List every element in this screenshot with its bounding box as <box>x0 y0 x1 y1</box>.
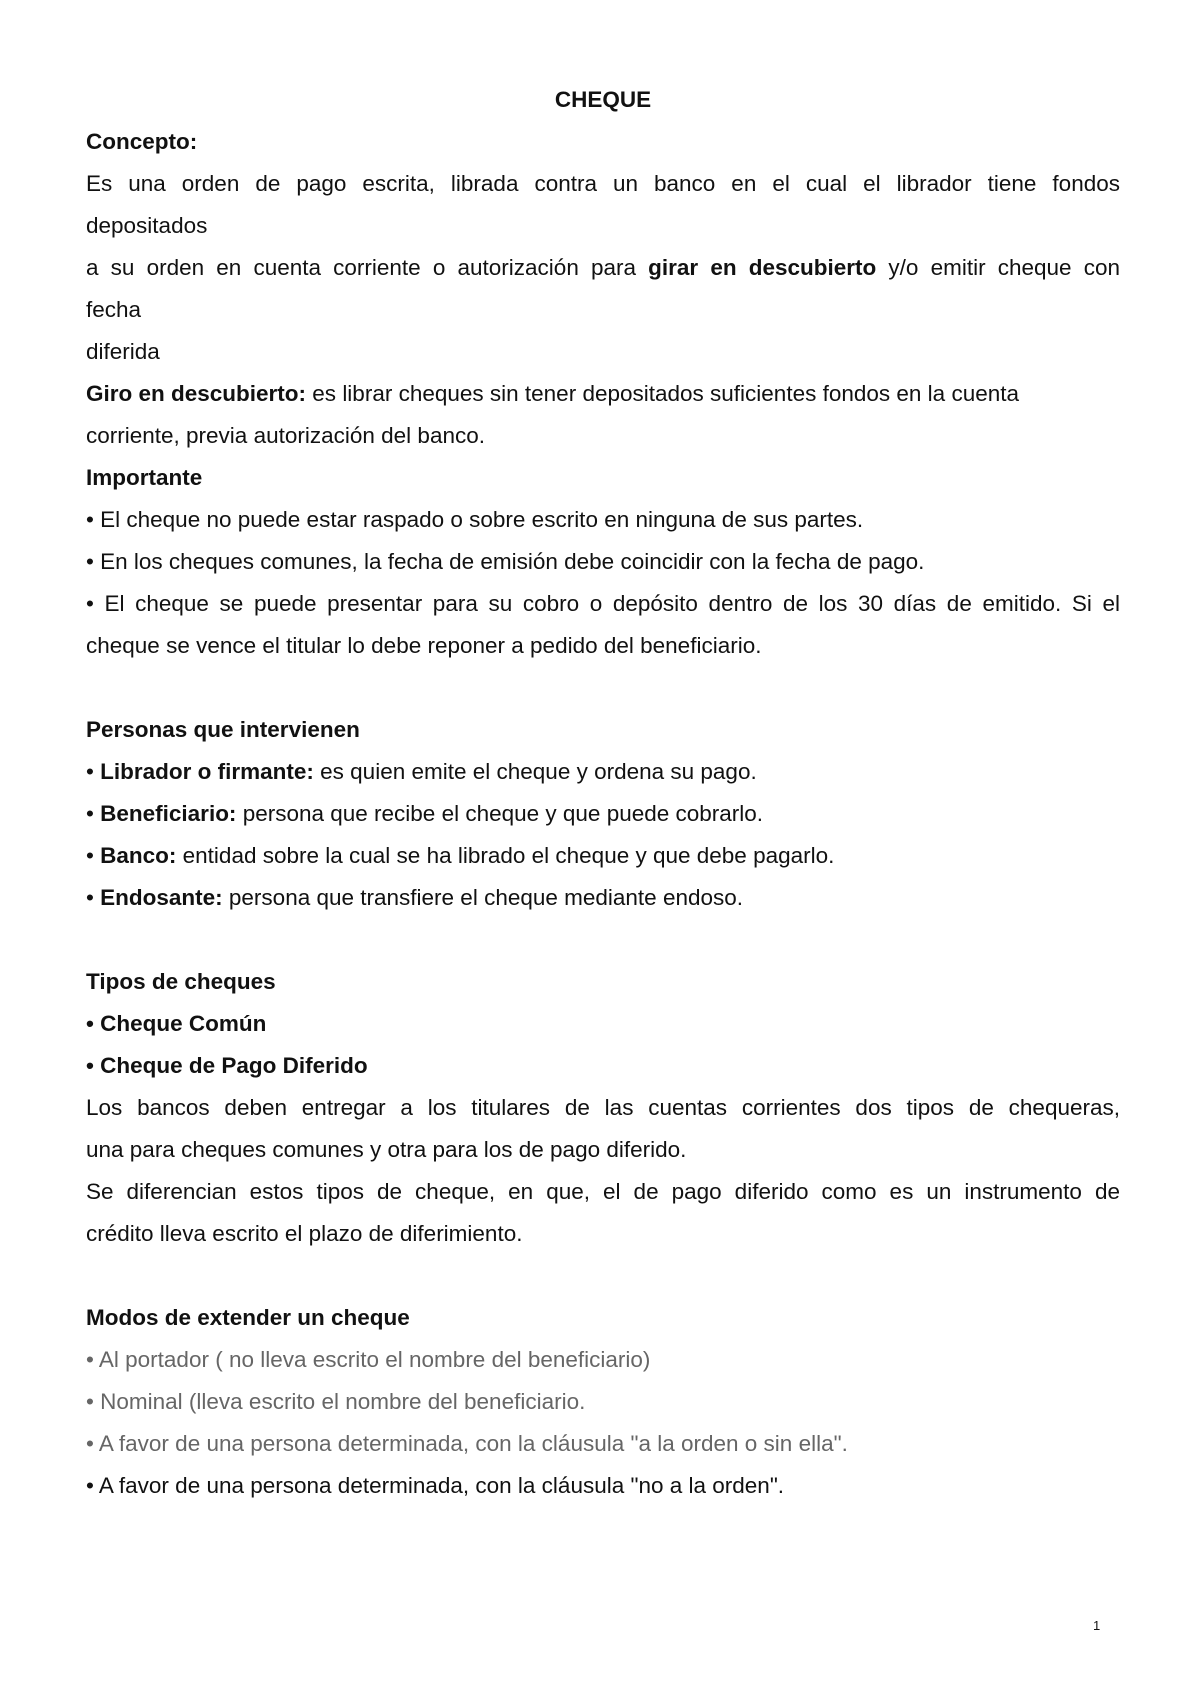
concepto-line: Es una orden de pago escrita, librada contra un banco en el cual el librador tiene fondos <box>86 171 1120 196</box>
personas-item: • Beneficiario: persona que recibe el cheque y que puede cobrarlo. <box>86 801 764 826</box>
importante-item: • En los cheques comunes, la fecha de emisión debe coincidir con la fecha de pago. <box>86 549 925 574</box>
modos-item: • A favor de una persona determinada, con la cláusula "a la orden o sin ella". <box>86 1431 848 1456</box>
concepto-line: a su orden en cuenta corriente o autorización para girar en descubierto y/o emitir cheque con <box>86 255 1120 280</box>
importante-item-cont: cheque se vence el titular lo debe reponer a pedido del beneficiario. <box>86 633 762 658</box>
tipos-heading: Tipos de cheques <box>86 969 276 994</box>
importante-item: • El cheque se puede presentar para su cobro o depósito dentro de los 30 días de emitido. Si el <box>86 591 1120 616</box>
modos-heading: Modos de extender un cheque <box>86 1305 410 1330</box>
tipos-paragraph: una para cheques comunes y otra para los de pago diferido. <box>86 1137 687 1162</box>
modos-item: • A favor de una persona determinada, con la cláusula "no a la orden". <box>86 1473 785 1498</box>
tipos-paragraph: Se diferencian estos tipos de cheque, en que, el de pago diferido como es un instrumento de <box>86 1179 1120 1204</box>
giro-definition: Giro en descubierto: es librar cheques sin tener depositados suficientes fondos en la cuenta <box>86 381 1019 406</box>
concepto-line: diferida <box>86 339 160 364</box>
importante-heading: Importante <box>86 465 203 490</box>
personas-heading: Personas que intervienen <box>86 717 360 742</box>
importante-item: • El cheque no puede estar raspado o sobre escrito en ninguna de sus partes. <box>86 507 864 532</box>
personas-item: • Endosante: persona que transfiere el cheque mediante endoso. <box>86 885 744 910</box>
concepto-line: fecha <box>86 297 142 322</box>
tipos-paragraph: Los bancos deben entregar a los titulares de las cuentas corrientes dos tipos de chequeras, <box>86 1095 1120 1120</box>
page-title: CHEQUE <box>554 87 652 112</box>
personas-item: • Banco: entidad sobre la cual se ha librado el cheque y que debe pagarlo. <box>86 843 835 868</box>
page-number: 1 <box>1093 1618 1101 1633</box>
giro-definition-cont: corriente, previa autorización del banco. <box>86 423 485 448</box>
tipos-item: • Cheque Común <box>86 1011 267 1036</box>
concepto-heading: Concepto: <box>86 129 198 154</box>
tipos-paragraph: crédito lleva escrito el plazo de diferimiento. <box>86 1221 523 1246</box>
concepto-line: depositados <box>86 213 208 238</box>
personas-item: • Librador o firmante: es quien emite el cheque y ordena su pago. <box>86 759 757 784</box>
modos-item: • Nominal (lleva escrito el nombre del beneficiario. <box>86 1389 586 1414</box>
tipos-item: • Cheque de Pago Diferido <box>86 1053 368 1078</box>
modos-item: • Al portador ( no lleva escrito el nombre del beneficiario) <box>86 1347 651 1372</box>
